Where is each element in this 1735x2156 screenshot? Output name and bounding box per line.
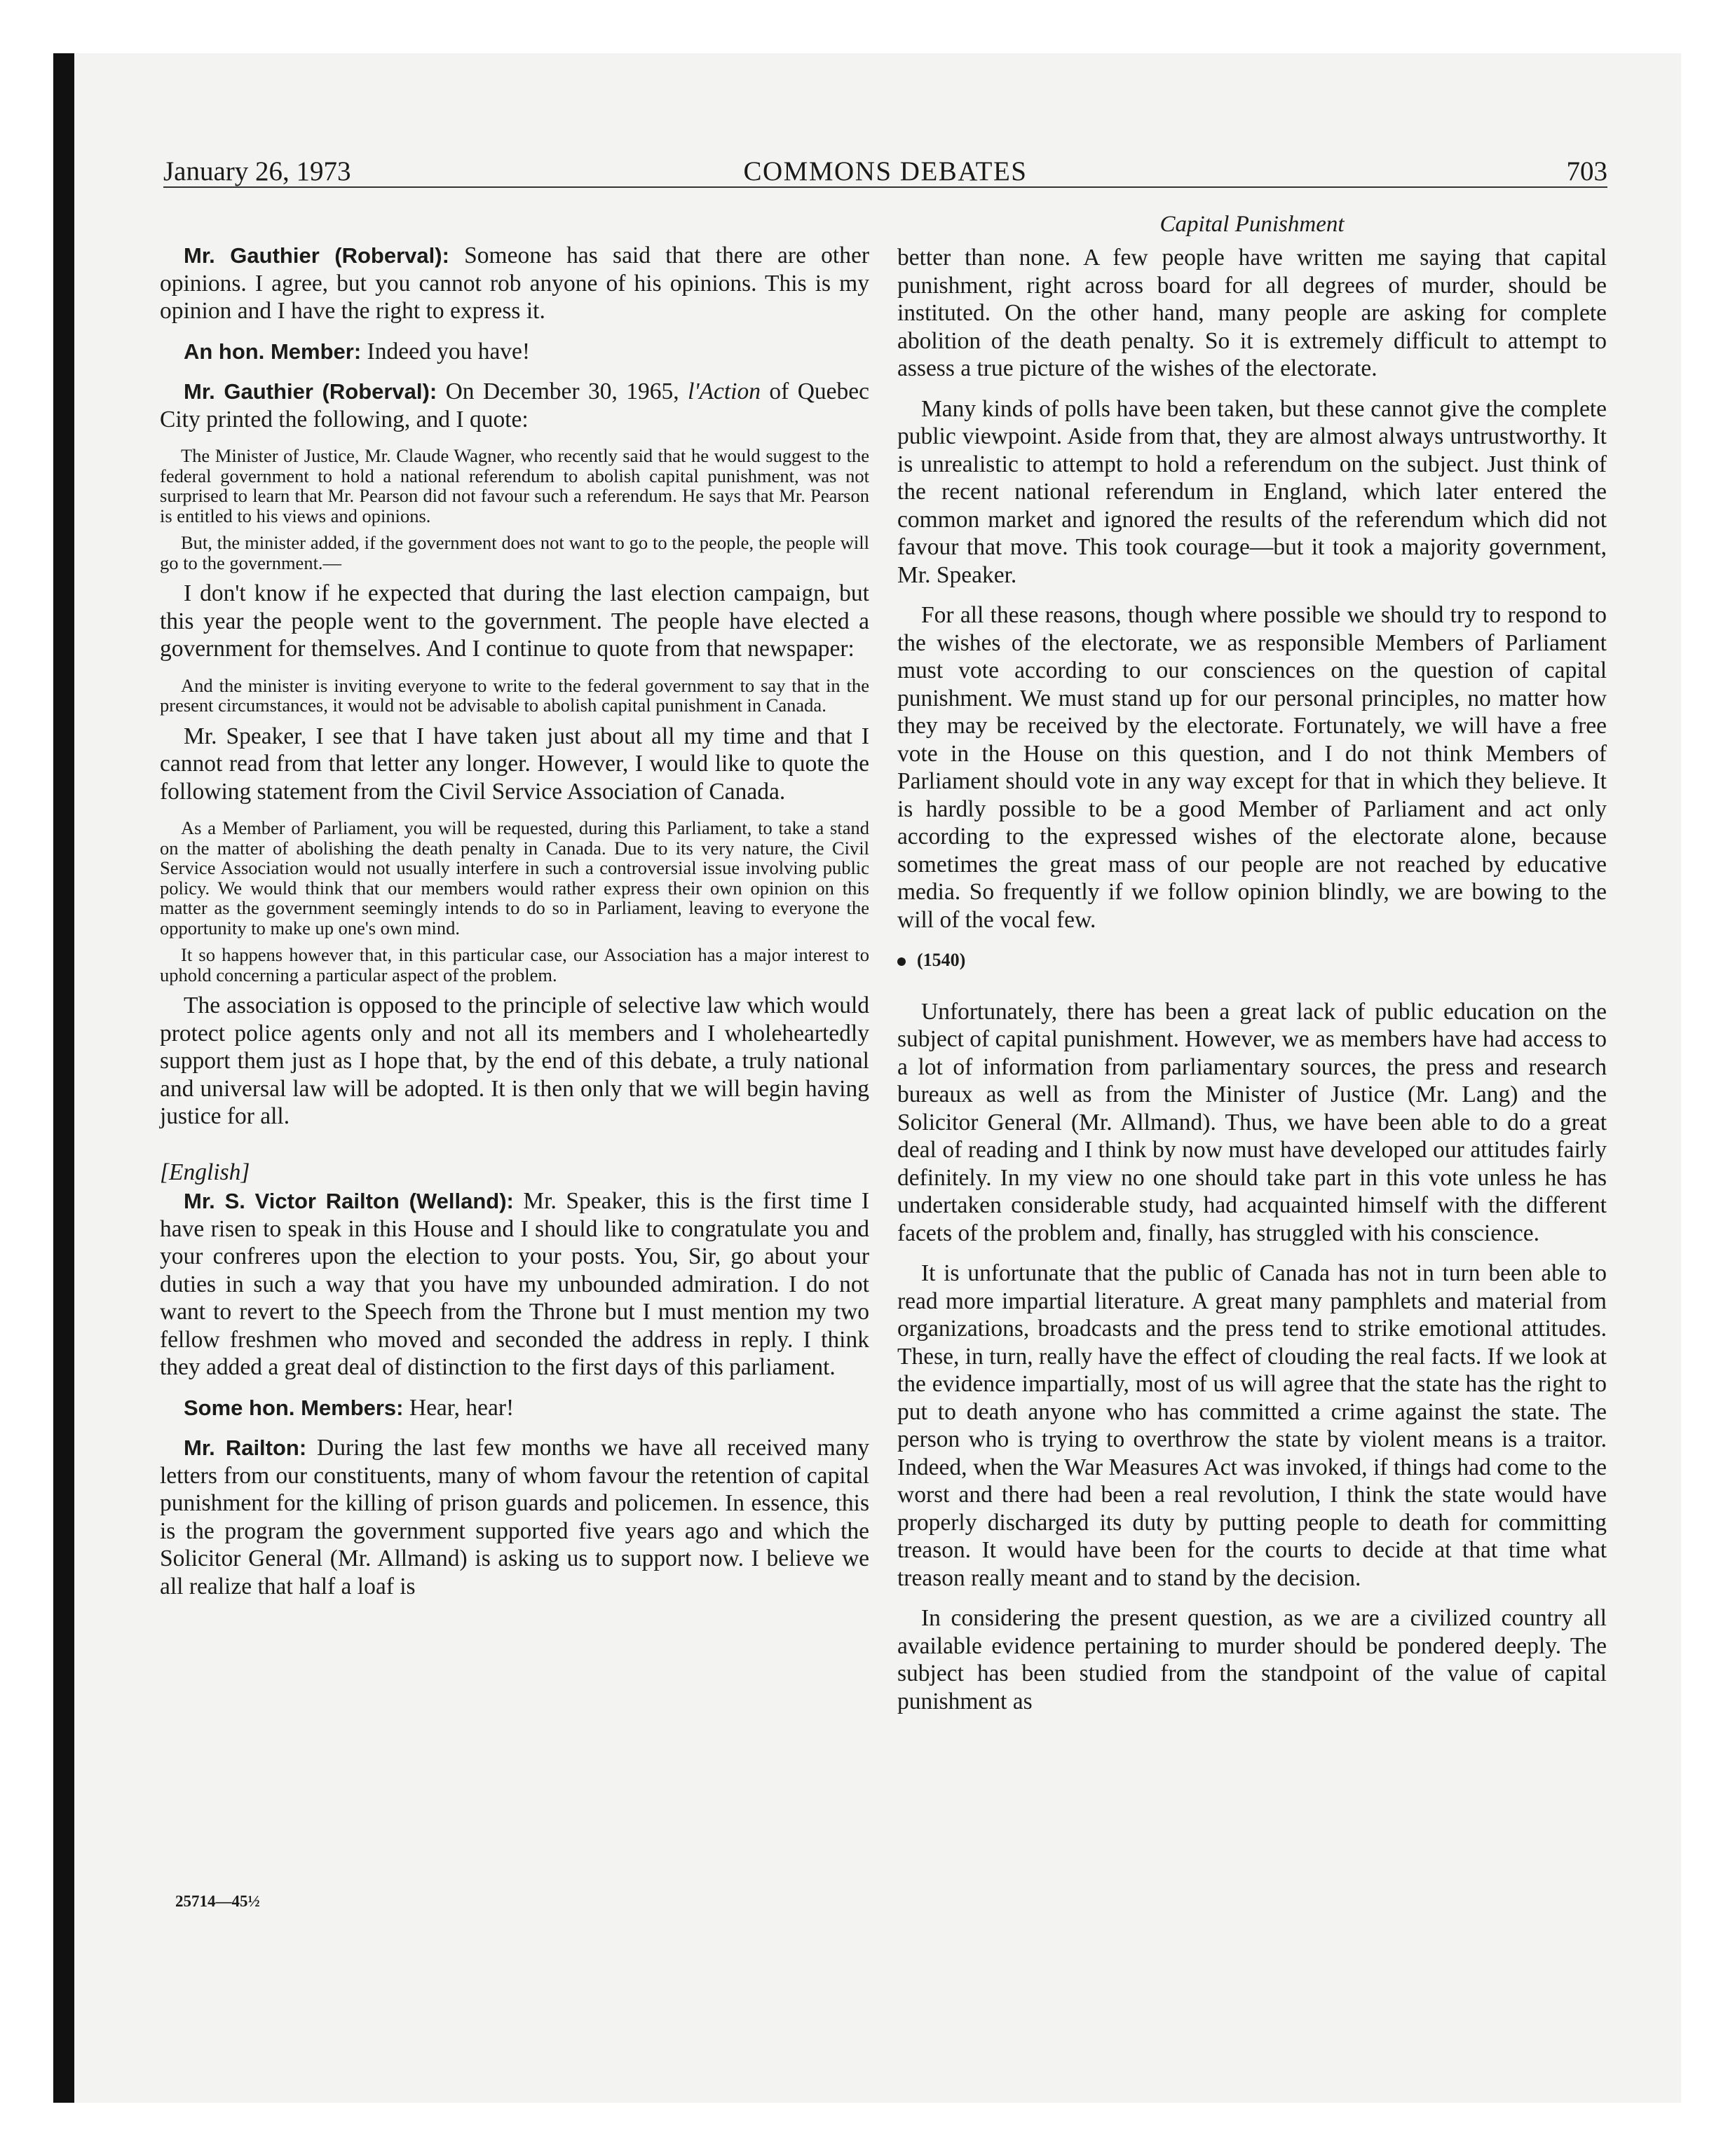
speaker-name: Mr. Gauthier (Roberval): bbox=[184, 379, 437, 404]
quotation: And the minister is inviting everyone to write to the federal government to say that in the present circumstances, it would not be advisable to abolish capital punishment in Canada. bbox=[160, 674, 869, 716]
header-date: January 26, 1973 bbox=[163, 156, 351, 186]
section-heading: Capital Punishment bbox=[1159, 212, 1345, 237]
body-paragraph: I don't know if he expected that during the last election campaign, but this year the people went to the government. The people have elected a government for themselves. And I continue to quote from that newspaper: bbox=[160, 580, 869, 662]
body-paragraph: Many kinds of polls have been taken, but these cannot give the complete public viewpoint. Aside from that, they are almost always untrustworthy. It is unrealistic to attempt to hold a referendum on the subject. Just think of the recent national referendum in England, which later entered the common market and ignored the results of the referendum which did not favour that move. This took courage—but it took a majority government, Mr. Speaker. bbox=[897, 395, 1607, 588]
body-paragraph: The association is opposed to the principle of selective law which would protect police agents only and not all its members and I wholeheartedly support them just as I hope that, by the end of this debate, a truly national and universal law will be adopted. It is then only that we will begin having justice for all. bbox=[160, 992, 869, 1129]
right-column bbox=[897, 210, 1607, 1728]
running-header bbox=[163, 156, 1607, 189]
body-paragraph: It is unfortunate that the public of Canada has not in turn been able to read more impartial literature. A great many pamphlets and material from organizations, broadcasts and the press tend to strike emotional attitudes. These, in turn, really have the effect of clouding the real facts. If we look at the evidence impartially, most of us will agree that the state has the right to put to death anyone who has committed a crime against the state. The person who is trying to overthrow the state by violent means is a traitor. Indeed, when the War Measures Act was invoked, if things had come to the worst and there had been a real revolution, I think the state would have properly discharged its duty by putting people to death for committing treason. It would have been for the courts to decide at that time what treason really meant and to stand by the decision. bbox=[897, 1260, 1607, 1591]
time-marker bbox=[897, 946, 1607, 974]
language-marker: [English] bbox=[160, 1159, 250, 1185]
scan-binding-edge bbox=[53, 53, 74, 2103]
speech-gauthier-2 bbox=[160, 378, 869, 433]
header-rule bbox=[163, 186, 1607, 188]
speech-text: Indeed you have! bbox=[361, 338, 531, 364]
interjection-hon-members bbox=[160, 1394, 869, 1422]
speech-text: of Quebec City printed the following, and I quote: bbox=[160, 378, 870, 432]
speech-text: Someone has said that there are other opinions. I agree, but you cannot rob anyone of his opinions. This is my opinion and I have the right to express it. bbox=[160, 243, 869, 324]
speech-text: During the last few months we have all received many letters from our constituents, many of whom favour the retention of capital punishment for the killing of prison guards and policemen. In essence, this is the program the government supported five years ago and which the Solicitor General (Mr. Allmand) is asking us to support now. I believe we all realize that half a loaf is bbox=[160, 1435, 869, 1599]
newspaper-title: l'Action bbox=[688, 378, 761, 404]
speech-text: On December 30, 1965, bbox=[437, 378, 688, 404]
bullet-dot-icon bbox=[897, 957, 906, 966]
body-paragraph: For all these reasons, though where possible we should try to respond to the wishes of the electorate, we as responsible Members of Parliament must vote according to our consciences on the question of capital punishment. We must stand up for our personal principles, no matter how they may be received by the electorate. Fortunately, we will have a free vote in the House on this question, and I do not think Members of Parliament should vote in any way except for that in which they believe. It is hardly possible to be a good Member of Parliament and act only according to the expressed wishes of the electorate alone, because sometimes the great mass of our people are not reached by educative media. So frequently if we follow opinion blindly, we are bowing to the will of the vocal few. bbox=[897, 602, 1607, 933]
quotation: But, the minister added, if the government does not want to go to the people, the people will go to the government.— bbox=[160, 532, 869, 573]
speaker-name: An hon. Member: bbox=[184, 339, 362, 364]
page-number: 703 bbox=[1566, 156, 1607, 186]
speech-gauthier-1 bbox=[160, 242, 869, 325]
body-paragraph: Mr. Speaker, I see that I have taken just about all my time and that I cannot read from that letter any longer. However, I would like to quote the following statement from the Civil Service Association of Canada. bbox=[160, 723, 869, 805]
body-paragraph: Unfortunately, there has been a great lack of public education on the subject of capital punishment. However, we as members have had access to a lot of information from parliamentary sources, the press and research bureaux as well as from the Minister of Justice (Mr. Lang) and the Solicitor General (Mr. Allmand). Thus, we have been able to do a great deal of reading and I think by now must have developed our attitudes fairly definitely. In my view no one should take part in this vote unless he has undertaken considerable study, had acquainted himself with the different facets of the problem and, finally, has struggled with his conscience. bbox=[897, 998, 1607, 1246]
quotation: As a Member of Parliament, you will be requested, during this Parliament, to take a stand on the matter of abolishing the death penalty in Canada. Due to its very nature, the Civil Service Association would not usually interfere in such a controversial issue involving public policy. We would think that our members would rather express their own opinion on this matter as the government seemingly intends to do so in Parliament, leaving to everyone the opportunity to make up one's own mind. bbox=[160, 817, 869, 939]
speaker-name: Mr. S. Victor Railton (Welland): bbox=[184, 1189, 514, 1213]
speaker-name: Some hon. Members: bbox=[184, 1395, 404, 1420]
body-paragraph: better than none. A few people have written me saying that capital punishment, right across board for all degrees of murder, should be instituted. On the other hand, many people are asking for complete abolition of the death penalty. So it is extremely difficult to attempt to assess a true picture of the wishes of the electorate. bbox=[897, 245, 1607, 381]
speech-railton-2 bbox=[160, 1434, 869, 1600]
quotation: The Minister of Justice, Mr. Claude Wagner, who recently said that he would suggest to the federal government to hold a national referendum to abolish capital punishment, was not surprised to learn that Mr. Pearson did not favour such a referendum. He says that Mr. Pearson is entitled to his views and opinions. bbox=[160, 445, 869, 526]
body-paragraph: In considering the present question, as we are a civilized country all available evidence pertaining to murder should be pondered deeply. The subject has been studied from the standpoint of the value of capital punishment as bbox=[897, 1605, 1607, 1714]
speaker-name: Mr. Gauthier (Roberval): bbox=[184, 243, 449, 268]
interjection-hon-member bbox=[160, 338, 869, 366]
time-marker-label: (1540) bbox=[917, 950, 966, 970]
speech-text: Mr. Speaker, this is the first time I have risen to speak in this House and I should like to congratulate you and your confreres upon the election to your posts. You, Sir, go about your duties in such a way that you have my unbounded admiration. I do not want to revert to the Speech from the Throne but I must mention my two fellow freshmen who moved and seconded the address in reply. I think they added a great deal of distinction to the first days of this parliament. bbox=[160, 1188, 869, 1380]
speaker-name: Mr. Railton: bbox=[184, 1435, 307, 1460]
left-column bbox=[160, 242, 869, 1613]
speech-railton-1 bbox=[160, 1187, 869, 1381]
quotation: It so happens however that, in this particular case, our Association has a major interest to uphold concerning a particular aspect of the problem. bbox=[160, 944, 869, 985]
header-title: COMMONS DEBATES bbox=[743, 156, 1028, 186]
speech-text: Hear, hear! bbox=[403, 1394, 515, 1421]
print-code: 25714—45½ bbox=[175, 1892, 260, 1910]
